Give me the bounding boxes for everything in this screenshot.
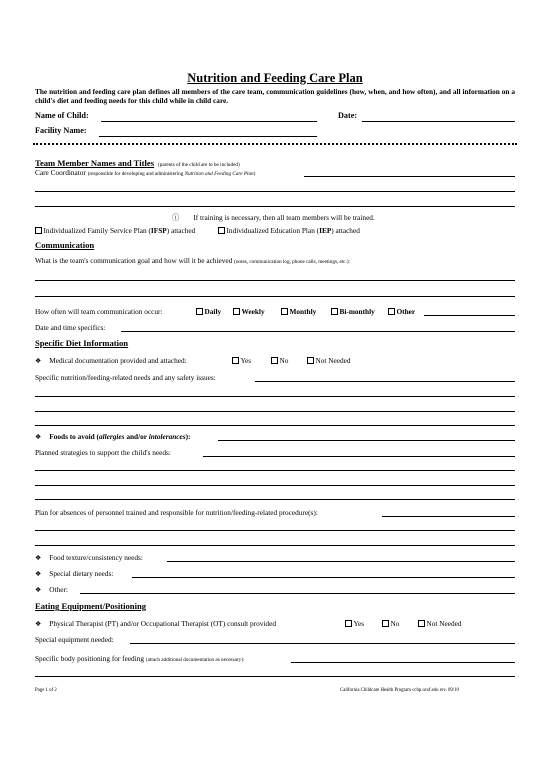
diet-heading: Specific Diet Information: [35, 338, 129, 348]
absences-line-2[interactable]: [35, 545, 515, 546]
date-time-label: Date and time specifics:: [35, 323, 106, 332]
absences-label: Plan for absences of personnel trained and responsible for nutrition/feeding-related procedure(s):: [35, 508, 318, 517]
checkbox-icon[interactable]: [35, 227, 42, 234]
medical-doc-yes[interactable]: Yes: [232, 356, 251, 365]
strategies-label: Planned strategies to support the child's needs:: [35, 448, 171, 457]
consult-yes[interactable]: Yes: [345, 619, 364, 628]
diamond-bullet-icon: ❖: [35, 586, 42, 594]
ifsp-checkbox-option[interactable]: Individualized Family Service Plan (IFSP) attached: [35, 226, 195, 235]
frequency-monthly[interactable]: Monthly: [281, 307, 316, 316]
diamond-bullet-icon: ❖: [35, 620, 42, 628]
diamond-bullet-icon: ❖: [35, 357, 42, 365]
texture-label: ❖ Food texture/consistency needs:: [35, 553, 143, 562]
team-member-line-2[interactable]: [35, 206, 515, 207]
frequency-other-field[interactable]: [424, 315, 515, 316]
section-divider: [33, 143, 517, 145]
strategies-line-3[interactable]: [35, 499, 515, 500]
checkbox-icon[interactable]: [281, 308, 288, 315]
checkbox-icon[interactable]: [232, 357, 239, 364]
checkbox-icon[interactable]: [388, 308, 395, 315]
medical-doc-label: ❖ Medical documentation provided and attached:: [35, 356, 187, 365]
how-often-label: How often will team communication occur:: [35, 307, 163, 316]
info-icon: ⓘ: [172, 213, 180, 222]
medical-doc-no[interactable]: No: [271, 356, 288, 365]
care-coordinator-label: Care Coordinator (responsible for developing and administering Nutrition and Feeding Care Plan): [35, 168, 256, 177]
foods-to-avoid-label: ❖ Foods to avoid (allergies and/or intolerances):: [35, 432, 191, 441]
equipment-heading: Eating Equipment/Positioning: [35, 601, 147, 611]
date-label: Date:: [338, 111, 358, 120]
frequency-other[interactable]: Other: [388, 307, 415, 316]
other-diet-field[interactable]: [80, 593, 515, 594]
absences-line-1[interactable]: [35, 530, 515, 531]
date-time-field[interactable]: [121, 331, 515, 332]
specific-needs-line-1[interactable]: [35, 396, 515, 397]
communication-goal-line-2[interactable]: [35, 296, 515, 297]
frequency-bimonthly[interactable]: Bi-monthly: [331, 307, 375, 316]
training-note: ⓘ If training is necessary, then all team members will be trained.: [172, 213, 375, 222]
team-heading: Team Member Names and Titles (parents of the child are to be included): [35, 158, 240, 168]
child-name-field[interactable]: [101, 121, 317, 122]
frequency-daily[interactable]: Daily: [196, 307, 221, 316]
team-member-line-1[interactable]: [35, 191, 515, 192]
checkbox-icon[interactable]: [196, 308, 203, 315]
diamond-bullet-icon: ❖: [35, 554, 42, 562]
strategies-line-2[interactable]: [35, 485, 515, 486]
specific-needs-field[interactable]: [255, 381, 515, 382]
strategies-line-1[interactable]: [35, 470, 515, 471]
diamond-bullet-icon: ❖: [35, 433, 42, 441]
specific-needs-line-3[interactable]: [35, 425, 515, 426]
specific-needs-line-2[interactable]: [35, 411, 515, 412]
consult-no[interactable]: No: [382, 619, 399, 628]
medical-doc-not-needed[interactable]: Not Needed: [307, 356, 351, 365]
child-name-label: Name of Child:: [35, 111, 89, 120]
other-diet-label: ❖ Other:: [35, 585, 68, 594]
special-equipment-label: Special equipment needed:: [35, 635, 114, 644]
consult-label: ❖ Physical Therapist (PT) and/or Occupational Therapist (OT) consult provided: [35, 619, 276, 628]
communication-heading: Communication: [35, 240, 95, 250]
frequency-weekly[interactable]: Weekly: [233, 307, 265, 316]
checkbox-icon[interactable]: [345, 620, 352, 627]
positioning-label: Specific body positioning for feeding (attach additional documentation as necessary):: [35, 654, 245, 663]
specific-needs-label: Specific nutrition/feeding-related needs and any safety issues:: [35, 373, 216, 382]
date-field[interactable]: [362, 121, 515, 122]
facility-name-label: Facility Name:: [35, 126, 87, 135]
checkbox-icon[interactable]: [271, 357, 278, 364]
diamond-bullet-icon: ❖: [35, 570, 42, 578]
footer-organization: California Childcare Health Program cchp.ucsf.edu rev. 09/10: [340, 688, 459, 693]
checkbox-icon[interactable]: [418, 620, 425, 627]
positioning-field[interactable]: [291, 662, 515, 663]
page-title: Nutrition and Feeding Care Plan: [187, 71, 363, 85]
facility-name-field[interactable]: [99, 136, 317, 137]
intro-text: The nutrition and feeding care plan defines all members of the care team, communication guidelines (how, when, and how often), and all information on a child's diet and feeding needs for this child while in child care.: [35, 87, 515, 105]
consult-not-needed[interactable]: Not Needed: [418, 619, 462, 628]
positioning-line-1[interactable]: [35, 676, 515, 677]
checkbox-icon[interactable]: [307, 357, 314, 364]
care-coordinator-field[interactable]: [304, 176, 515, 177]
footer-page-number: Page 1 of 2: [35, 688, 57, 693]
iep-checkbox-option[interactable]: Individualized Education Plan (IEP) attached: [218, 226, 360, 235]
communication-goal-label: What is the team's communication goal and how will it be achieved (notes, communication log, phone calls, meetings, etc.):: [35, 256, 351, 265]
absences-field[interactable]: [382, 516, 515, 517]
communication-goal-line-1[interactable]: [35, 280, 515, 281]
checkbox-icon[interactable]: [331, 308, 338, 315]
checkbox-icon[interactable]: [218, 227, 225, 234]
texture-field[interactable]: [167, 561, 515, 562]
special-dietary-field[interactable]: [132, 577, 515, 578]
special-equipment-field[interactable]: [130, 643, 515, 644]
foods-to-avoid-field[interactable]: [218, 440, 515, 441]
strategies-field[interactable]: [203, 456, 515, 457]
checkbox-icon[interactable]: [382, 620, 389, 627]
checkbox-icon[interactable]: [233, 308, 240, 315]
special-dietary-label: ❖ Special dietary needs:: [35, 569, 114, 578]
